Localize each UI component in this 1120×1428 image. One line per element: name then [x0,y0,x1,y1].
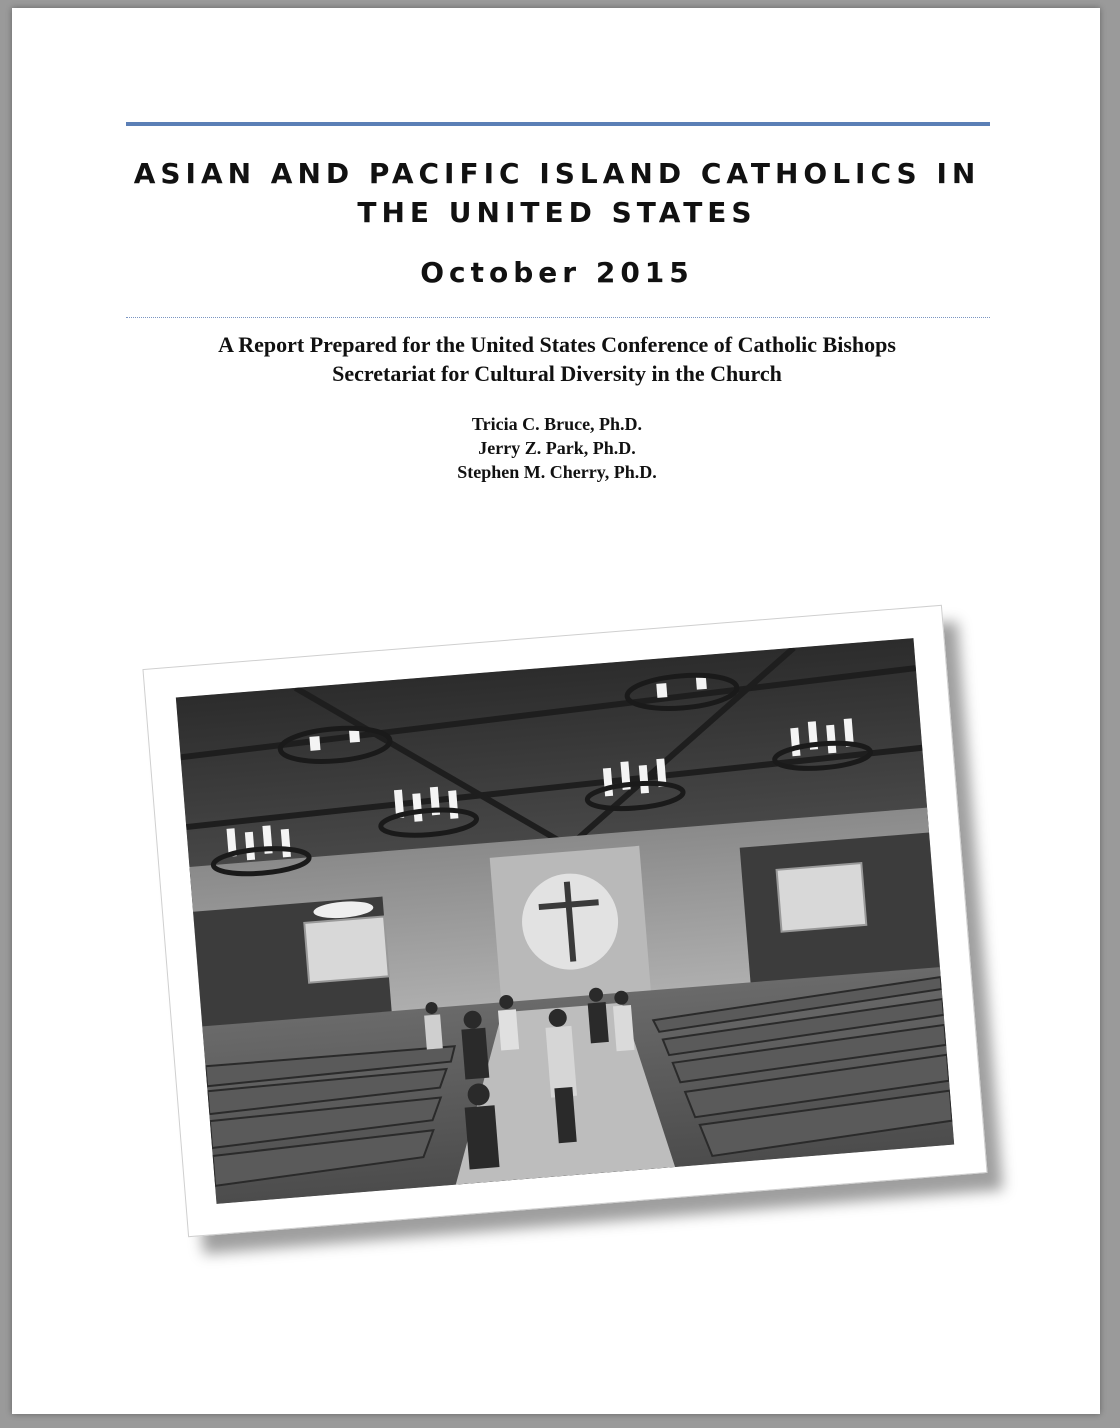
author-list [112,412,1002,484]
top-rule [126,122,990,126]
photo-frame [142,605,987,1237]
document-page [12,8,1100,1414]
author-2: Jerry Z. Park, Ph.D. [478,438,636,458]
report-date: October 2015 [420,256,694,289]
title-line-1: ASIAN AND PACIFIC ISLAND CATHOLICS IN [133,157,981,190]
church-interior-photo [176,638,954,1204]
author-1: Tricia C. Bruce, Ph.D. [471,414,643,434]
dotted-divider [126,317,990,318]
report-subtitle [112,330,1002,388]
title-line-2: THE UNITED STATES [357,196,757,229]
subtitle-line-1: A Report Prepared for the United States Conference of Catholic Bishops [218,332,896,357]
report-title [112,154,1002,232]
author-3: Stephen M. Cherry, Ph.D. [457,462,657,482]
subtitle-line-2: Secretariat for Cultural Diversity in the Church [332,361,782,386]
